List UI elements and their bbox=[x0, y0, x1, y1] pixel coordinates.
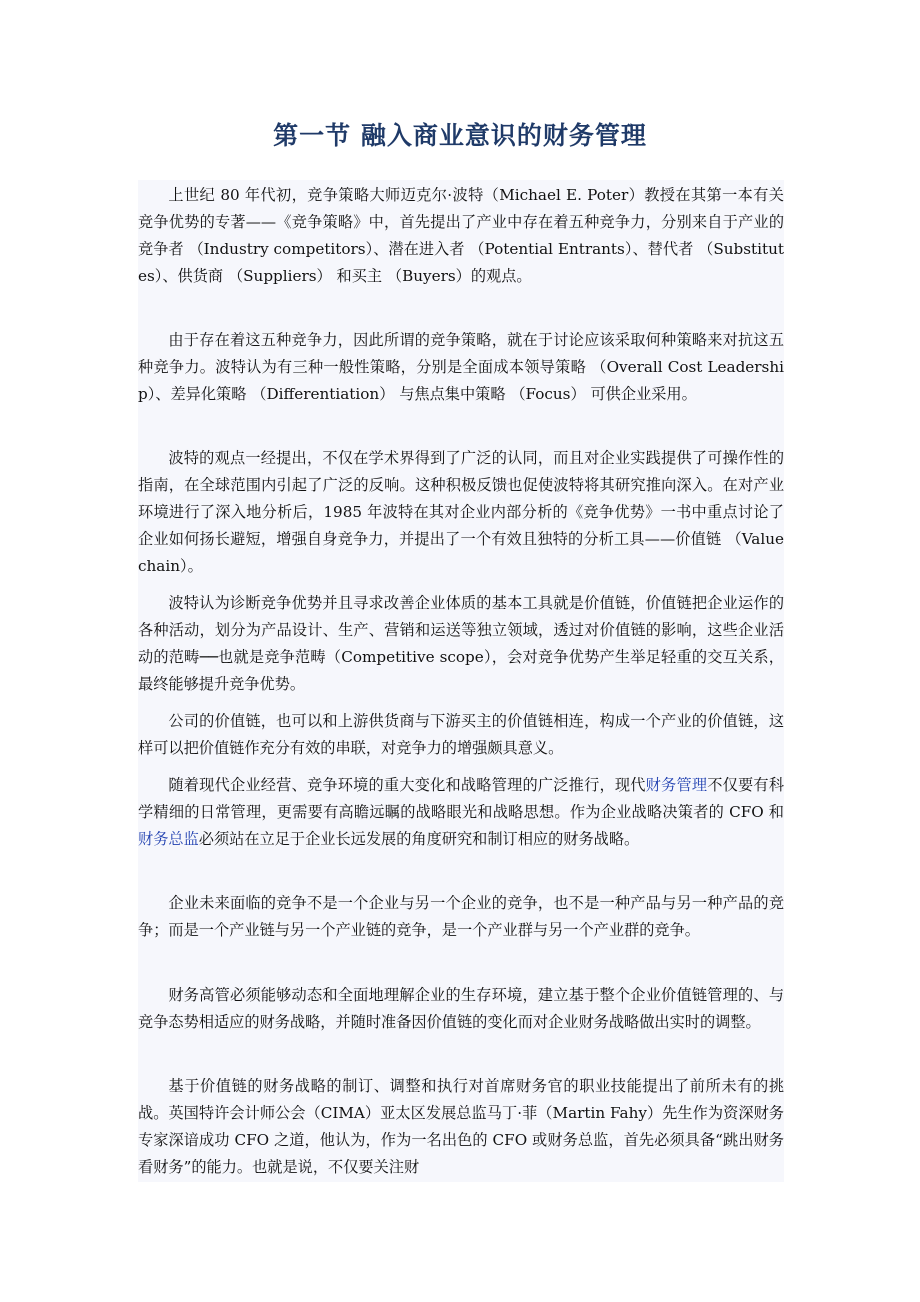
paragraph-cfo-challenge: 基于价值链的财务战略的制订、调整和执行对首席财务官的职业技能提出了前所未有的挑战。英国特许会计师公会（CIMA）亚太区发展总监马丁·菲（Martin Fahy）先生作为资深财务专家深谙成功 CFO 之道，他认为，作为一名出色的 CFO 或财务总监，首先必须具备“跳出财务看财务”的能力。也就是说，不仅要关注财 bbox=[138, 1077, 784, 1176]
paragraph-finance-executives: 财务高管必须能够动态和全面地理解企业的生存环境，建立基于整个企业价值链管理的、与竞争态势相适应的财务战略，并随时准备因价值链的变化而对企业财务战略做出实时的调整。 bbox=[138, 986, 784, 1031]
paragraph-generic-strategies: 由于存在着这五种竞争力，因此所谓的竞争策略，就在于讨论应该采取何种策略来对抗这五种竞争力。波特认为有三种一般性策略，分别是全面成本领导策略 （Overall Cost Leadership）、差异化策略 （Differentiation） 与焦点集中策略 （Focus） 可供企业采用。 bbox=[138, 331, 784, 403]
paragraph-text: 随着现代企业经营、竞争环境的重大变化和战略管理的广泛推行，现代 bbox=[168, 776, 646, 794]
link-finance-director[interactable]: 财务总监 bbox=[138, 830, 199, 848]
paragraph-porter-five-forces: 上世纪 80 年代初，竞争策略大师迈克尔·波特（Michael E. Poter）教授在其第一本有关竞争优势的专著——《竞争策略》中，首先提出了产业中存在着五种竞争力，分别来自于产业的竞争者 （Industry competitors）、潜在进入者 （Potential Entrants）、替代者 （Substitutes）、供货商 （Suppliers） 和买主 （Buyers）的观点。 bbox=[138, 186, 784, 285]
paragraph-value-chain-diagnosis: 波特认为诊断竞争优势并且寻求改善企业体质的基本工具就是价值链，价值链把企业运作的各种活动，划分为产品设计、生产、营销和运送等独立领域，透过对价值链的影响，这些企业活动的范畴──也就是竞争范畴（Competitive scope），会对竞争优势产生举足轻重的交互关系，最终能够提升竞争优势。 bbox=[138, 594, 784, 693]
link-financial-management[interactable]: 财务管理 bbox=[645, 776, 708, 794]
paragraph-financial-strategy bbox=[138, 772, 784, 853]
paragraph-industry-value-chain: 公司的价值链，也可以和上游供货商与下游买主的价值链相连，构成一个产业的价值链，这样可以把价值链作充分有效的串联，对竞争力的增强颇具意义。 bbox=[138, 712, 784, 757]
paragraph-future-competition: 企业未来面临的竞争不是一个企业与另一个企业的竞争，也不是一种产品与另一种产品的竞争；而是一个产业链与另一个产业链的竞争，是一个产业群与另一个产业群的竞争。 bbox=[138, 894, 784, 939]
paragraph-value-chain-origin: 波特的观点一经提出，不仅在学术界得到了广泛的认同，而且对企业实践提供了可操作性的指南，在全球范围内引起了广泛的反响。这种积极反馈也促使波特将其研究推向深入。在对产业环境进行了深入地分析后，1985 年波特在其对企业内部分析的《竞争优势》一书中重点讨论了企业如何扬长避短，增强自身竞争力，并提出了一个有效且独特的分析工具——价值链 （Value chain）。 bbox=[138, 449, 784, 575]
page-title: 第一节 融入商业意识的财务管理 bbox=[273, 121, 647, 150]
paragraph-text: 必须站在立足于企业长远发展的角度研究和制订相应的财务战略。 bbox=[198, 830, 640, 848]
paragraph-text: 不仅要有科学精细的日常管理，更需要有高瞻远瞩的战略眼光和战略思想。作为企业战略决策者的 CFO 和 bbox=[138, 776, 785, 821]
